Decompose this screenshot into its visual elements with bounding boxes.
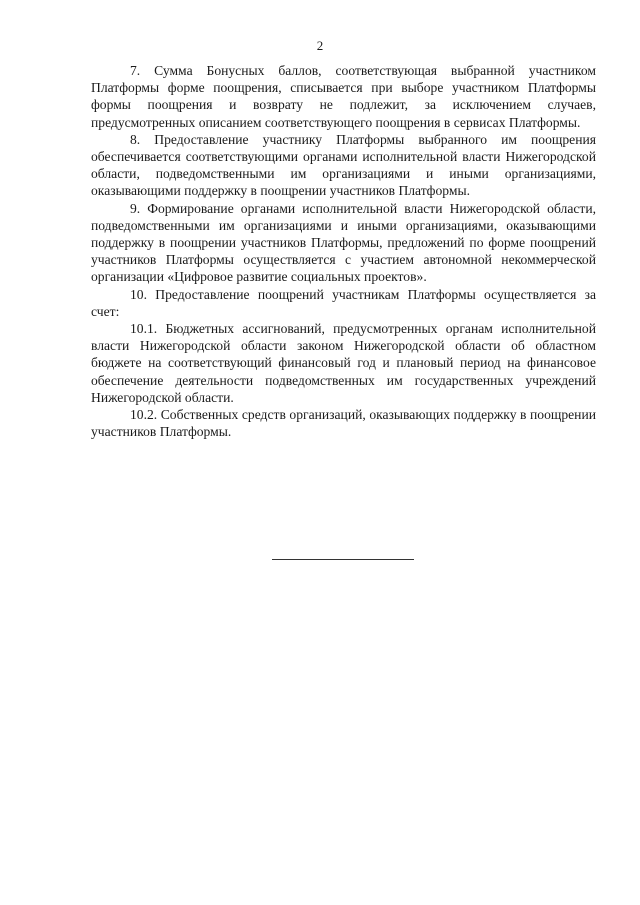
paragraph-10-1: 10.1. Бюджетных ассигнований, предусмотренных органам исполнительной власти Нижегородской области законом Нижегородской области об областном бюджете на соответствующий финансовый год и плановый период на финансовое обеспечение деятельности подведомственных им государственных учреждений Нижегородской области. (91, 321, 596, 405)
paragraph-9: 9. Формирование органами исполнительной власти Нижегородской области, подведомственными им организациями и иными организациями, оказывающими поддержку в поощрении участников Платформы, предложений по форме поощрений участников Платформы осуществляется с участием автономной некоммерческой организации «Цифровое развитие социальных проектов». (91, 200, 596, 285)
end-of-document-line (272, 559, 414, 560)
paragraph-10-2: 10.2. Собственных средств организаций, оказывающих поддержку в поощрении участников Платформы. (91, 407, 596, 440)
paragraph-8: 8. Предоставление участнику Платформы выбранного им поощрения обеспечивается соответствующими органами исполнительной власти Нижегородской области, подведомственными им организациями и иными организациями, оказывающими поддержку в поощрении участников Платформы. (91, 131, 596, 199)
paragraph-7: 7. Сумма Бонусных баллов, соответствующая выбранной участником Платформы форме поощрения, списывается при выборе участником Платформы формы поощрения и возврату не подлежит, за исключением случаев, предусмотренных описанием соответствующего поощрения в сервисах Платформы. (91, 63, 596, 130)
paragraph-10: 10. Предоставление поощрений участникам Платформы осуществляется за счет: (91, 286, 596, 319)
document-body (91, 62, 596, 440)
page-number: 2 (316, 38, 324, 53)
